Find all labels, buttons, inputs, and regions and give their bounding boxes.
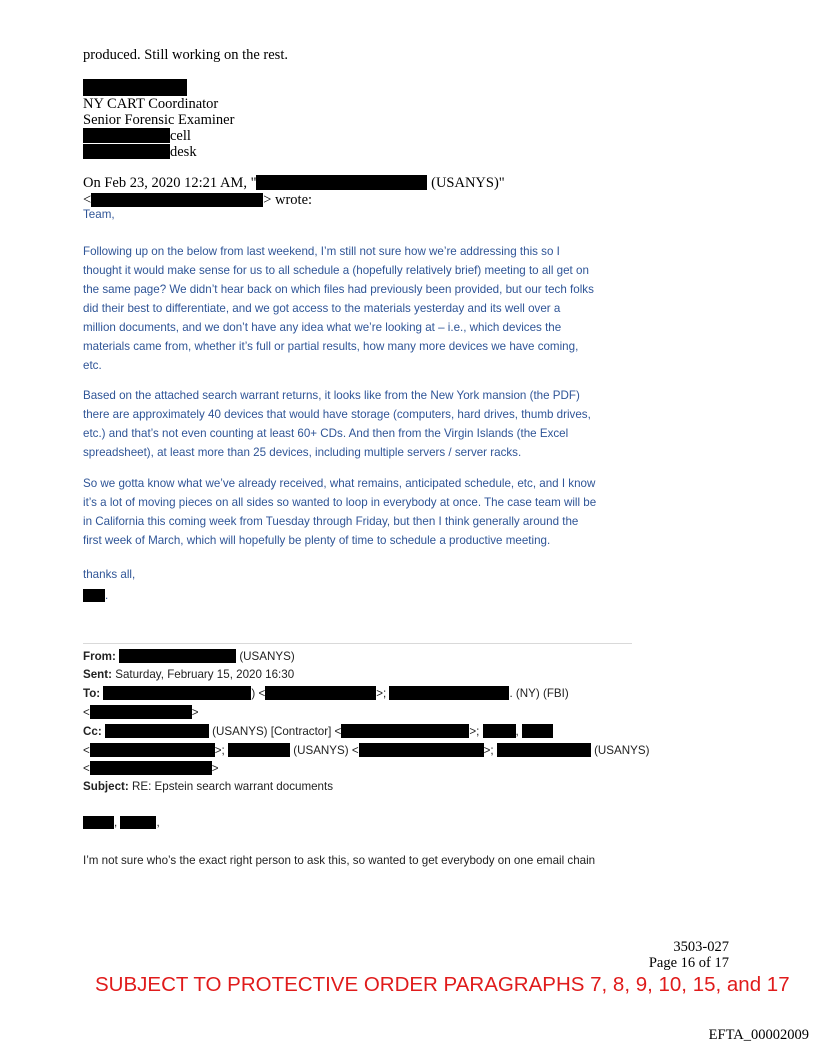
original-subject: Subject: RE: Epstein search warrant documents (83, 780, 334, 793)
signature-title-1: NY CART Coordinator (83, 96, 219, 112)
redaction-to-2 (265, 686, 376, 700)
continuation-text: produced. Still working on the rest. (83, 47, 288, 63)
original-to: To: ) < >; . (NY) (FBI) (83, 687, 569, 700)
reply-greeting: Team, (83, 208, 115, 221)
reply-paragraph-2: Based on the attached search warrant returns, it looks like from the New York mansion (the PDF) there are approximately 40 devices that would have storage (computers, hard drives, thumb drives, etc.) and that’s not even counting at least 60+ CDs. And then from the Virgin Islands (the Excel spreadsheet), at least more than 25 devices, including multiple servers / server racks. (83, 389, 591, 459)
redaction-cc-1 (105, 724, 209, 738)
original-cc-line-3: < > (83, 762, 219, 775)
redaction-to-3 (389, 686, 509, 700)
original-body-line: I’m not sure who’s the exact right person to ask this, so wanted to get everybody on one email chain (83, 854, 596, 867)
exhibit-number: 3503-027 (673, 939, 729, 955)
redaction-reply-sig (83, 589, 105, 602)
original-salutation: , , (83, 813, 160, 832)
redaction-from (119, 649, 236, 663)
redaction-salutation-1 (83, 816, 114, 829)
redaction-cc-9 (90, 761, 212, 775)
signature-title-2: Senior Forensic Examiner (83, 112, 235, 128)
redaction-cc-7 (359, 743, 484, 757)
redaction-to-1 (103, 686, 251, 700)
quote-header-line-1: On Feb 23, 2020 12:21 AM, " (USANYS)" (83, 175, 505, 191)
redaction-cc-3 (483, 724, 516, 738)
original-cc-line-2: < >; (USANYS) < >; (USANYS) (83, 744, 650, 757)
bates-number: EFTA_00002009 (708, 1027, 809, 1043)
reply-closing: thanks all, (83, 568, 136, 581)
redaction-sender (256, 175, 427, 190)
original-from: From: (USANYS) (83, 650, 295, 663)
email-divider (83, 643, 632, 644)
redaction-cc-4 (522, 724, 553, 738)
page-number: Page 16 of 17 (648, 955, 729, 971)
redaction-to-4 (90, 705, 192, 719)
redaction-name (83, 79, 187, 96)
original-to-line-2: < > (83, 706, 199, 719)
protective-order-notice: SUBJECT TO PROTECTIVE ORDER PARAGRAPHS 7, 8, 9, 10, 15, and 17 (95, 973, 790, 996)
redaction-salutation-2 (120, 816, 156, 829)
redaction-cc-8 (497, 743, 591, 757)
redaction-phone-1 (83, 128, 170, 143)
reply-signature: . (83, 586, 108, 605)
redaction-sender-email (91, 193, 263, 207)
reply-paragraph-3: So we gotta know what we’ve already received, what remains, anticipated schedule, etc, and I know it’s a lot of moving pieces on all sides so wanted to loop in everybody at once. The case team will be in California this coming week from Tuesday through Friday, but then I think generally around the first week of March, which will hopefully be plenty of time to schedule a productive meeting. (83, 477, 597, 547)
redaction-cc-5 (90, 743, 215, 757)
redaction-phone-2 (83, 144, 170, 159)
redaction-cc-6 (228, 743, 290, 757)
original-cc: Cc: (USANYS) [Contractor] < >; , (83, 722, 553, 741)
phone-1-label: cell (170, 128, 191, 144)
quote-header-line-2: < > wrote: (83, 192, 313, 208)
signature-block (83, 79, 234, 160)
redaction-cc-2 (341, 724, 469, 738)
phone-2-label: desk (170, 144, 197, 160)
original-sent: Sent: Saturday, February 15, 2020 16:30 (83, 668, 295, 681)
reply-paragraph-1: Following up on the below from last weekend, I’m still not sure how we’re addressing this so I thought it would make sense for us to all schedule a (hopefully relatively brief) meeting to all get on the same page? We didn’t hear back on which files had previously been provided, but our tech folks did their best to differentiate, and we got access to the materials yesterday and its well over a million documents, and we don’t have any idea what we’re looking at – i.e., which devices the materials came from, whether it’s full or partial results, how many more devices we have coming, etc. (83, 245, 594, 372)
